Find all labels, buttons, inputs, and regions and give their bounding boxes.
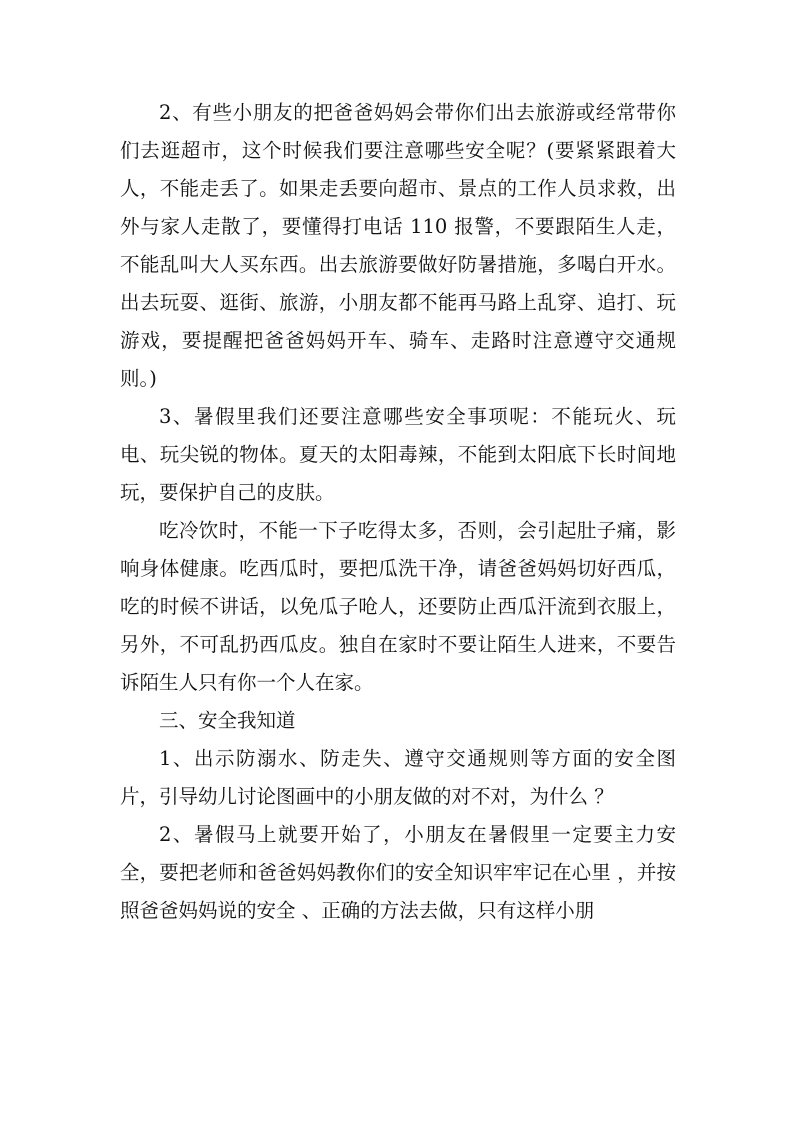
- paragraph-show-pictures: 1、出示防溺水、防走失、遵守交通规则等方面的安全图片，引导幼儿讨论图画中的小朋友做的对不对，为什么 ？: [120, 747, 676, 808]
- section-heading: 三、安全我知道: [159, 709, 296, 732]
- paragraph-travel-safety: 2、有些小朋友的把爸爸妈妈会带你们出去旅游或经常带你们去逛超市，这个时候我们要注意哪些安全呢？(要紧紧跟着大人，不能走丢了。如果走丢要向超市、景点的工作人员求救，出外与家人走散了，要懂得打电话 110 报警，不要跟陌生人走，不能乱叫大人买东西。出去旅游要做好防暑措施，多喝白开水。出去玩耍、逛街、旅游，小朋友都不能再马路上乱穿、追打、玩游戏，要提醒把爸爸妈妈开车、骑车、走路时注意遵守交通规则。): [120, 101, 676, 390]
- paragraph-food-and-home-safety: 吃冷饮时，不能一下子吃得太多，否则，会引起肚子痛，影响身体健康。吃西瓜时，要把瓜洗干净，请爸爸妈妈切好西瓜，吃的时候不讲话，以免瓜子呛人，还要防止西瓜汗流到衣服上，另外，不可乱扔西瓜皮。独自在家时不要让陌生人进来，不要告诉陌生人只有你一个人在家。: [120, 519, 676, 694]
- paragraph-summer-starts: 2、暑假马上就要开始了，小朋友在暑假里一定要主力安全，要把老师和爸爸妈妈教你们的安全知识牢牢记在心里 ，并按照爸爸妈妈说的安全 、正确的方法去做，只有这样小朋: [120, 823, 676, 922]
- paragraph-summer-safety-items: 3、暑假里我们还要注意哪些安全事项呢：不能玩火、玩电、玩尖锐的物体。夏天的太阳毒辣，不能到太阳底下长时间地玩，要保护自己的皮肤。: [120, 405, 676, 504]
- document-body: [120, 94, 676, 930]
